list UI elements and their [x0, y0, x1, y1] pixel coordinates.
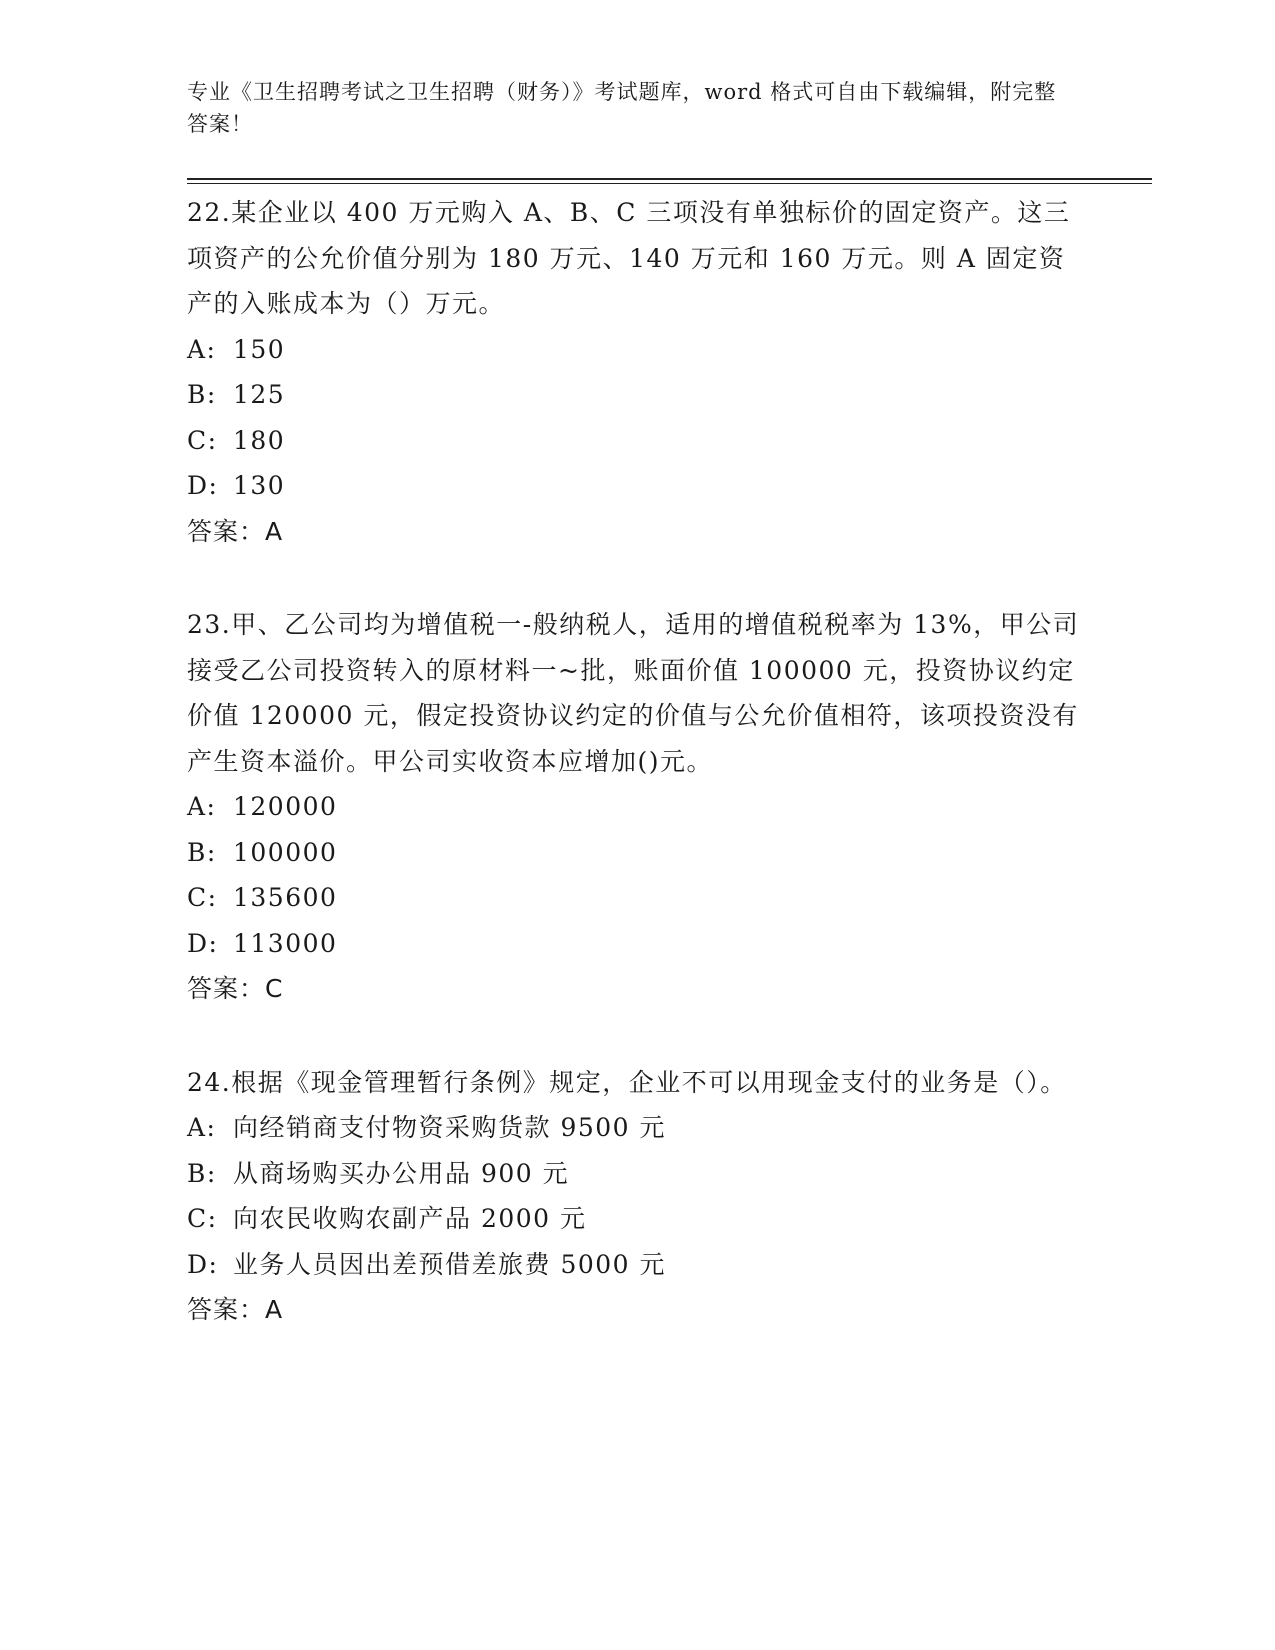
document-header: 专业《卫生招聘考试之卫生招聘（财务）》考试题库，word 格式可自由下载编辑，附完整答案！: [187, 80, 1057, 136]
option-b: [187, 1151, 1087, 1197]
option-text: 100000: [233, 837, 338, 867]
option-a: [187, 784, 1087, 830]
question-24: [187, 1060, 1087, 1333]
option-text: 135600: [233, 883, 338, 912]
option-text: 业务人员因出差预借差旅费 5000 元: [233, 1249, 667, 1279]
option-text: 150: [233, 334, 286, 364]
option-letter: A:: [187, 334, 217, 364]
option-letter: C:: [187, 1204, 218, 1233]
option-b: [187, 830, 1087, 876]
option-d: [187, 463, 1087, 509]
option-letter: B:: [187, 380, 217, 409]
option-text: 从商场购买办公用品 900 元: [233, 1158, 570, 1188]
option-d: [187, 1242, 1087, 1288]
option-text: 向经销商支付物资采购货款 9500 元: [233, 1113, 667, 1142]
option-c: [187, 418, 1087, 464]
option-letter: C:: [187, 425, 218, 455]
header-rule-thick: [187, 178, 1152, 180]
option-letter: B:: [187, 1158, 217, 1188]
option-text: 125: [233, 380, 286, 409]
option-letter: C:: [187, 883, 218, 912]
question-list: [187, 190, 1087, 1381]
option-a: [187, 1105, 1087, 1151]
option-d: [187, 921, 1087, 967]
option-letter: A:: [187, 1113, 217, 1142]
option-letter: A:: [187, 792, 217, 821]
question-22: [187, 190, 1087, 554]
question-stem: 22.某企业以 400 万元购入 A、B、C 三项没有单独标价的固定资产。这三项资产的公允价值分别为 180 万元、140 万元和 160 万元。则 A 固定资产的入账成本为（）万元。: [187, 198, 1071, 318]
option-text: 180: [233, 425, 286, 455]
option-letter: D:: [187, 1249, 219, 1279]
answer-line: 答案：A: [187, 1295, 284, 1324]
option-letter: B:: [187, 837, 217, 867]
option-text: 向农民收购农副产品 2000 元: [233, 1204, 587, 1233]
option-text: 113000: [233, 928, 338, 958]
option-a: [187, 327, 1087, 373]
option-letter: D:: [187, 471, 219, 500]
answer-line: 答案：A: [187, 516, 284, 546]
question-stem: 23.甲、乙公司均为增值税一-般纳税人，适用的增值税税率为 13%，甲公司接受乙公司投资转入的原材料一~批，账面价值 100000 元，投资协议约定价值 120000 元，假定投资协议约定的价值与公允价值相符，该项投资没有产生资本溢价。甲公司实收资本应增加()元。: [187, 610, 1080, 776]
option-text: 130: [233, 471, 286, 500]
option-letter: D:: [187, 928, 219, 958]
question-23: [187, 602, 1087, 1012]
option-text: 120000: [233, 792, 338, 821]
option-b: [187, 372, 1087, 418]
option-c: [187, 1196, 1087, 1242]
answer-line: 答案：C: [187, 974, 284, 1003]
question-stem: 24.根据《现金管理暂行条例》规定，企业不可以用现金支付的业务是（）。: [187, 1067, 1067, 1097]
option-c: [187, 875, 1087, 921]
header-rule-thin: [187, 183, 1152, 184]
